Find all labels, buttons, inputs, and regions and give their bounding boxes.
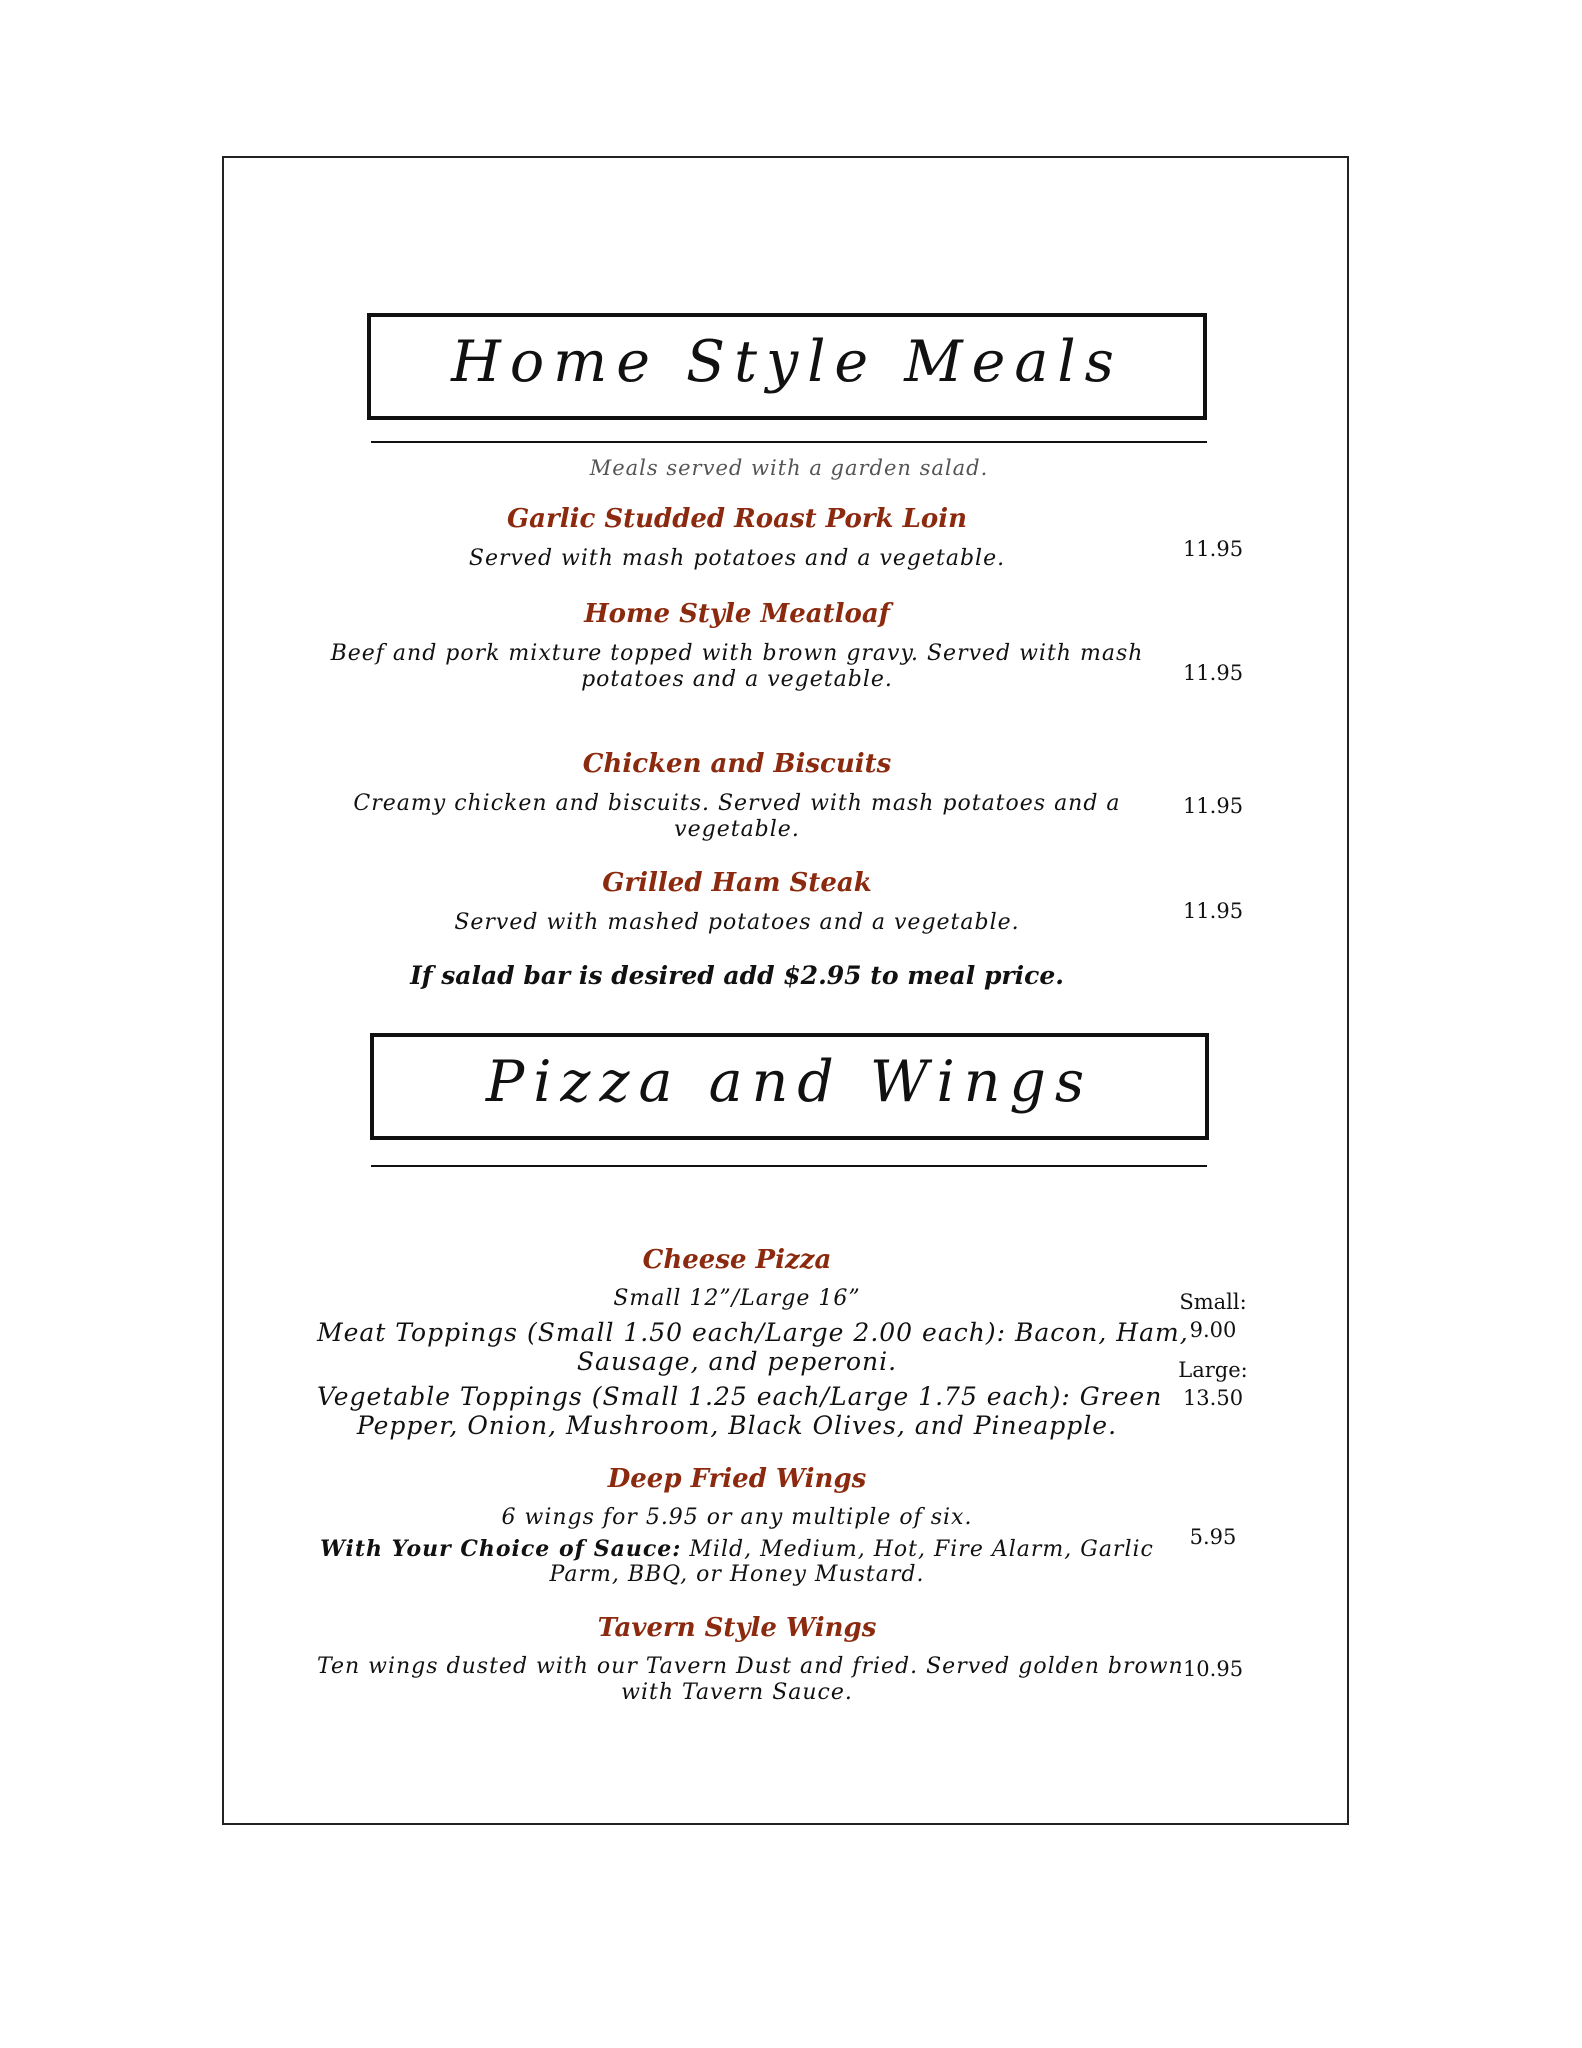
item-price: 11.95 — [1182, 537, 1244, 561]
item-description: Beef and pork mixture topped with brown gravy. Served with mash — [330, 641, 1144, 666]
sauce-line: Parm, BBQ, or Honey Mustard. — [549, 1562, 925, 1587]
item-name: Cheese Pizza — [642, 1245, 832, 1275]
price-large: 13.50 — [1182, 1386, 1244, 1410]
item-price: 11.95 — [1182, 794, 1244, 818]
sauce-label: With Your Choice of Sauce: — [320, 1536, 682, 1562]
item-name: Chicken and Biscuits — [582, 749, 892, 779]
price-small: 9.00 — [1189, 1318, 1237, 1342]
item-price: 11.95 — [1182, 899, 1244, 923]
item-description: 6 wings for 5.95 or any multiple of six. — [501, 1505, 973, 1530]
item-price: 11.95 — [1182, 661, 1244, 685]
item-description: Ten wings dusted with our Tavern Dust and fried. Served golden brown — [317, 1654, 1184, 1679]
home-style-heading-box — [367, 313, 1207, 420]
sauce-options: Mild, Medium, Hot, Fire Alarm, Garlic — [681, 1537, 1154, 1562]
divider — [371, 441, 1207, 443]
pizza-wings-heading: Pizza and Wings — [485, 1049, 1094, 1115]
vegetable-toppings: Pepper, Onion, Mushroom, Black Olives, and Pineapple. — [356, 1411, 1118, 1440]
item-name: Deep Fried Wings — [607, 1464, 867, 1494]
item-description: Served with mash potatoes and a vegetable. — [468, 546, 1006, 571]
vegetable-toppings: Vegetable Toppings (Small 1.25 each/Large 1.75 each): Green — [317, 1382, 1163, 1411]
home-style-subtitle: Meals served with a garden salad. — [589, 456, 989, 480]
item-price: 10.95 — [1182, 1657, 1244, 1681]
price-large-label: Large: — [1178, 1358, 1248, 1382]
divider — [371, 1165, 1207, 1167]
sauce-line — [317, 1536, 1157, 1563]
item-name: Grilled Ham Steak — [602, 868, 872, 898]
item-description: Served with mashed potatoes and a vegetable. — [454, 910, 1020, 935]
salad-bar-note: If salad bar is desired add $2.95 to meal price. — [410, 961, 1064, 990]
item-description: vegetable. — [674, 817, 800, 842]
item-price: 5.95 — [1189, 1525, 1237, 1549]
pizza-wings-heading-box — [370, 1033, 1209, 1140]
home-style-heading: Home Style Meals — [451, 329, 1123, 395]
item-name: Tavern Style Wings — [597, 1613, 877, 1643]
item-name: Garlic Studded Roast Pork Loin — [506, 504, 968, 534]
meat-toppings: Sausage, and peperoni. — [576, 1347, 898, 1376]
price-small-label: Small: — [1179, 1290, 1247, 1314]
item-description: potatoes and a vegetable. — [581, 667, 893, 692]
item-description: with Tavern Sauce. — [621, 1680, 853, 1705]
item-name: Home Style Meatloaf — [584, 599, 890, 629]
item-description: Creamy chicken and biscuits. Served with mash potatoes and a — [353, 791, 1121, 816]
pizza-size-line: Small 12”/Large 16” — [613, 1286, 861, 1311]
meat-toppings: Meat Toppings (Small 1.50 each/Large 2.00 each): Bacon, Ham, — [317, 1318, 1189, 1347]
